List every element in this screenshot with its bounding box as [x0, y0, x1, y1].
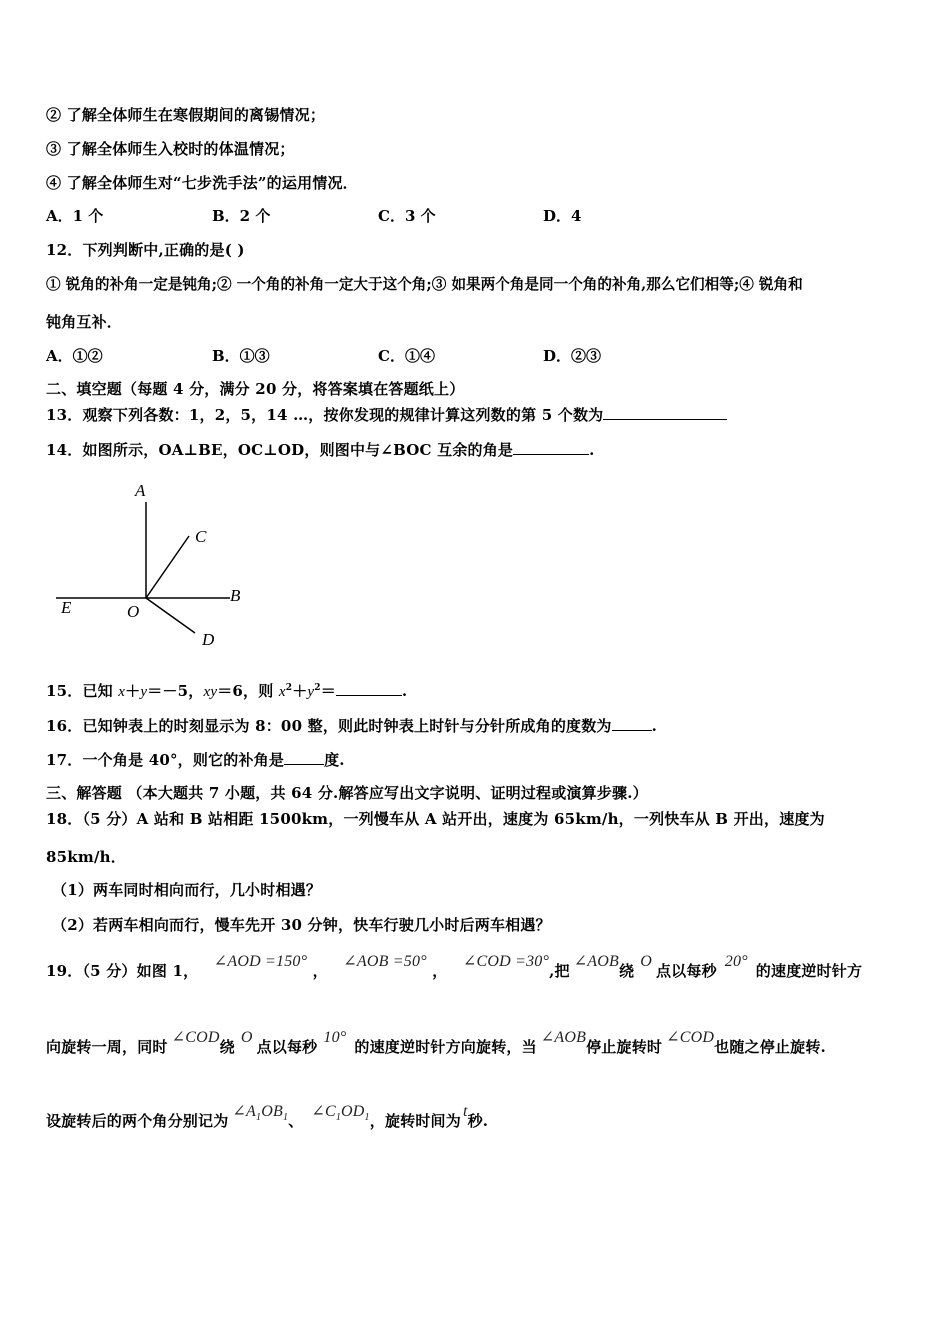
- math-t: t: [462, 1103, 468, 1120]
- var-y2: y: [307, 684, 315, 700]
- label-a: A: [135, 481, 146, 500]
- q13-text: 13．观察下列各数：1，2，5，14 …，按你发现的规律计算这列数的第 5 个数为: [46, 406, 604, 424]
- q19-text: 的速度逆时针方: [755, 962, 863, 980]
- label-b: B: [230, 586, 241, 605]
- math-a1ob1: [232, 1103, 289, 1124]
- q12-option-c: C．①④: [378, 347, 435, 365]
- q19-text: 绕: [219, 1038, 235, 1056]
- q19-text: ,把: [549, 962, 570, 980]
- q17-answer-blank: [284, 750, 324, 765]
- label-c: C: [195, 527, 207, 546]
- q12-option-d: D．②③: [543, 347, 602, 365]
- q19-text: 、: [288, 1112, 304, 1130]
- op-plus: ＋: [292, 682, 308, 700]
- eq-sign: ＝: [320, 682, 336, 700]
- q14-text: 14．如图所示，OA⊥BE，OC⊥OD，则图中与∠BOC 互余的角是: [46, 441, 514, 459]
- q11-option-d: D．4: [543, 207, 582, 225]
- q15: [46, 680, 407, 701]
- q15-period: .: [401, 682, 408, 700]
- math-part: ∠C: [311, 1103, 336, 1120]
- var-x: x: [118, 684, 126, 700]
- q14-answer-blank: [513, 440, 589, 455]
- math-aob: ∠AOB: [573, 953, 620, 970]
- comma: ，: [432, 962, 448, 980]
- q14-period: .: [589, 441, 595, 459]
- math-cod: ∠COD: [171, 1029, 220, 1046]
- math-subscript: 1: [335, 1112, 342, 1124]
- label-d: D: [202, 630, 215, 649]
- q16-period: .: [651, 717, 658, 735]
- var-xy: xy: [203, 684, 218, 700]
- ray-oc: [146, 536, 189, 598]
- q13-answer-blank: [603, 405, 727, 420]
- q12-stem: 12．下列判断中,正确的是( ): [46, 241, 245, 259]
- q19-text: 的速度逆时针方向旋转，当: [354, 1038, 537, 1056]
- q11-option-c: C．3 个: [378, 207, 436, 225]
- q19-text: 向旋转一周，同时: [46, 1038, 168, 1056]
- q16: [46, 715, 657, 736]
- q19-line3: [46, 1103, 489, 1133]
- exponent: 2: [285, 683, 293, 693]
- q12-statements-line2: 钝角互补．: [46, 313, 123, 331]
- q18-line2: 85km/h．: [46, 848, 126, 866]
- q15-answer-blank: [336, 681, 402, 696]
- section-2-heading: 二、填空题（每题 4 分，满分 20 分，将答案填在答题纸上）: [46, 380, 465, 398]
- q19-text: 绕: [619, 962, 635, 980]
- q11-option-a: A．1 个: [46, 207, 104, 225]
- q17-text: 17．一个角是 40°，则它的补角是: [46, 751, 285, 769]
- q18-part1: （1）两车同时相向而行，几小时相遇？: [52, 881, 322, 899]
- q15-text: 15．已知: [46, 682, 119, 700]
- q19-line1: [46, 953, 863, 981]
- math-aob: ∠AOB =50°: [343, 953, 427, 970]
- math-subscript: 1: [282, 1112, 289, 1124]
- comma: ，: [312, 962, 328, 980]
- q18-part2: （2）若两车相向而行，慢车先开 30 分钟，快车行驶几小时后两车相遇？: [52, 916, 551, 934]
- q19-text: 19．（5 分）如图 1，: [46, 962, 199, 980]
- op-plus: ＋: [125, 682, 141, 700]
- math-o: O: [640, 953, 652, 970]
- eq-sum: ＝－5，: [147, 682, 204, 700]
- q12-statements-line1: ① 锐角的补角一定是钝角;② 一个角的补角一定大于这个角;③ 如果两个角是同一个角的补角,那么它们相等;④ 锐角和: [46, 276, 803, 293]
- math-20deg: 20°: [724, 953, 748, 970]
- math-cod: ∠COD =30°: [462, 953, 550, 970]
- math-subscript: 1: [256, 1112, 262, 1124]
- q16-answer-blank: [612, 716, 652, 731]
- q18-line1: 18．（5 分）A 站和 B 站相距 1500km，一列慢车从 A 站开出，速度为 65km/h，一列快车从 B 开出，速度为: [46, 810, 825, 828]
- q11-option-b: B．2 个: [212, 207, 271, 225]
- q14: [46, 439, 595, 460]
- math-o: O: [240, 1029, 253, 1046]
- var-x2: x: [278, 684, 286, 700]
- q14-figure: [40, 470, 270, 660]
- q12-option-a: A．①②: [46, 347, 103, 365]
- q12-option-b: B．①③: [212, 347, 270, 365]
- section-3-heading: 三、解答题 （本大题共 7 小题，共 64 分.解答应写出文字说明、证明过程或演算步骤.）: [46, 784, 648, 802]
- math-10deg: 10°: [323, 1029, 347, 1046]
- math-part: OB: [261, 1103, 283, 1120]
- math-c1od1: [311, 1103, 370, 1124]
- statement-3: ③ 了解全体师生入校时的体温情况；: [46, 140, 295, 158]
- q19-text: 停止旋转时: [586, 1038, 663, 1056]
- statement-2: ② 了解全体师生在寒假期间的离锡情况；: [46, 106, 326, 124]
- q19-text: 点以每秒: [655, 962, 717, 980]
- statement-4: ④ 了解全体师生对“七步洗手法”的运用情况．: [46, 174, 358, 192]
- ray-od: [146, 598, 195, 633]
- q19-text: 设旋转后的两个角分别记为: [46, 1112, 229, 1130]
- q16-text: 16．已知钟表上的时刻显示为 8：00 整，则此时钟表上时针与分针所成角的度数为: [46, 717, 612, 735]
- math-part: OD: [341, 1103, 365, 1120]
- exponent: 2: [314, 683, 321, 693]
- math-aob: ∠AOB: [540, 1029, 587, 1046]
- label-e: E: [61, 598, 72, 617]
- q17-unit: 度.: [324, 751, 345, 769]
- label-o: O: [127, 602, 140, 621]
- var-y: y: [140, 684, 148, 700]
- math-aod: ∠AOD =150°: [213, 953, 308, 970]
- q19-text: 也随之停止旋转.: [714, 1038, 826, 1056]
- q17: [46, 749, 345, 770]
- q19-line2: [46, 1029, 826, 1057]
- q19-text: ，旋转时间为: [369, 1112, 461, 1130]
- math-subscript: 1: [364, 1112, 370, 1124]
- q19-text: 秒.: [467, 1112, 489, 1130]
- q19-text: 点以每秒: [256, 1038, 318, 1056]
- math-cod: ∠COD: [666, 1029, 715, 1046]
- math-part: ∠A: [232, 1103, 256, 1120]
- eq-product: ＝6，则: [217, 682, 279, 700]
- q13: [46, 404, 727, 425]
